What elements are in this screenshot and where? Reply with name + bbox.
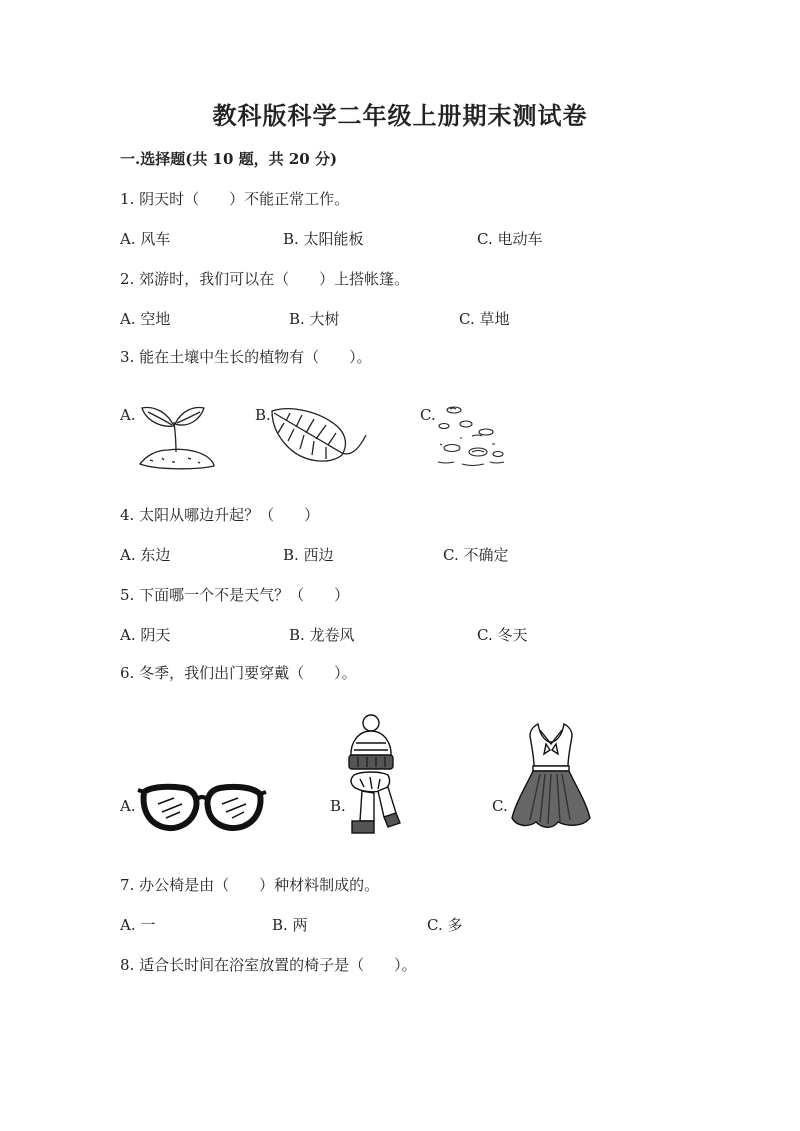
option-c: C. 不确定 xyxy=(443,546,509,564)
floating-duckweed-icon xyxy=(432,404,512,474)
option-c: C. xyxy=(492,797,508,815)
question-7: 7. 办公椅是由（ ）种材料制成的。 xyxy=(120,876,380,894)
question-2: 2. 郊游时，我们可以在（ ）上搭帐篷。 xyxy=(120,270,410,288)
option-c: C. 草地 xyxy=(459,310,510,328)
leaf-icon xyxy=(268,405,370,467)
option-c: C. xyxy=(420,406,436,424)
page-title: 教科版科学二年级上册期末测试卷 xyxy=(212,101,588,130)
option-c: C. 冬天 xyxy=(477,626,528,644)
question-5: 5. 下面哪一个不是天气？（ ） xyxy=(120,586,350,604)
knit-hat-and-scarf-icon xyxy=(340,713,402,837)
option-a: A. 空地 xyxy=(120,310,171,328)
sleeveless-dress-icon xyxy=(510,722,592,834)
sunglasses-icon xyxy=(136,778,268,834)
option-b: B. 龙卷风 xyxy=(289,626,355,644)
option-a: A. xyxy=(120,797,136,815)
option-b: B. 两 xyxy=(272,916,308,934)
option-a: A. 一 xyxy=(120,916,156,934)
question-4: 4. 太阳从哪边升起？（ ） xyxy=(120,506,320,524)
option-b: B. 大树 xyxy=(289,310,340,328)
option-c: C. 电动车 xyxy=(477,230,543,248)
option-b: B. 太阳能板 xyxy=(283,230,364,248)
option-c: C. 多 xyxy=(427,916,463,934)
question-6: 6. 冬季，我们出门要穿戴（ ）。 xyxy=(120,664,357,682)
option-b: B. 西边 xyxy=(283,546,334,564)
option-b: B. xyxy=(255,406,271,424)
question-1: 1. 阴天时（ ）不能正常工作。 xyxy=(120,190,350,208)
option-a: A. xyxy=(120,406,136,424)
option-a: A. 东边 xyxy=(120,546,171,564)
option-b: B. xyxy=(330,797,346,815)
option-a: A. 风车 xyxy=(120,230,171,248)
option-a: A. 阴天 xyxy=(120,626,171,644)
question-3: 3. 能在土壤中生长的植物有（ ）。 xyxy=(120,348,372,366)
question-8: 8. 适合长时间在浴室放置的椅子是（ ）。 xyxy=(120,956,417,974)
sprout-in-soil-icon xyxy=(136,400,218,472)
section-heading: 一.选择题(共 10 题，共 20 分) xyxy=(120,150,338,168)
